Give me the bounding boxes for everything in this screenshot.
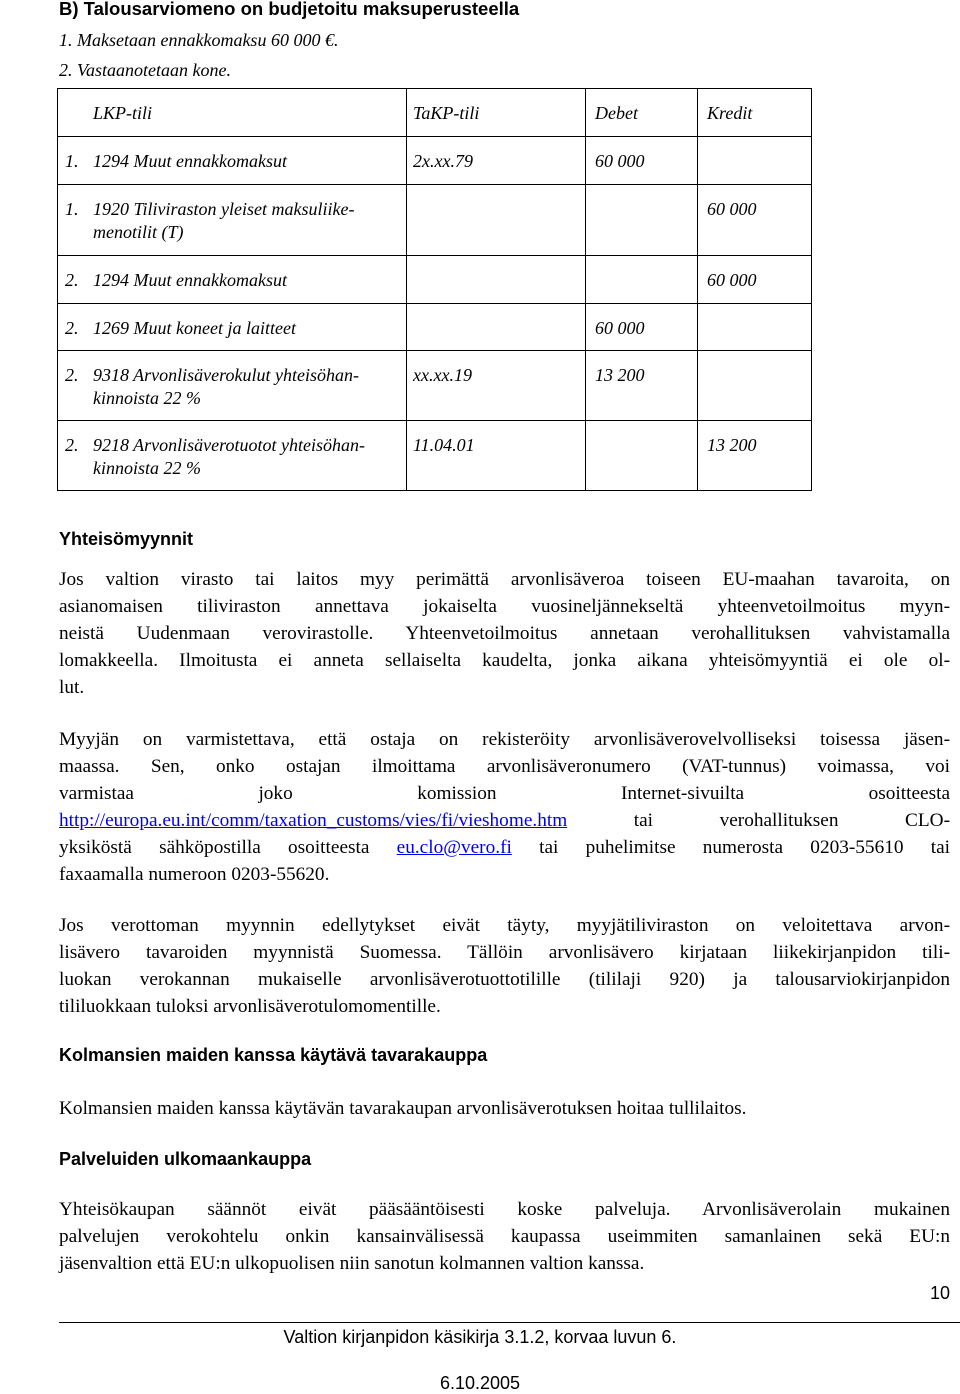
account-name: 1294 Muut ennakkomaksut: [93, 270, 287, 290]
step-2-text: 2. Vastaanotetaan kone.: [59, 60, 231, 80]
step-1-text: 1. Maksetaan ennakkomaksu 60 000 €.: [59, 30, 339, 50]
row-number: 2.: [65, 365, 79, 385]
account-name-cont: menotilit (T): [93, 222, 184, 242]
takp-account: 2x.xx.79: [413, 151, 473, 171]
header-kredit: Kredit: [707, 103, 753, 123]
yhteisomyynnit-paragraph-3: Jos verottoman myynnin edellytykset eivät täyty, myyjätiliviraston on veloitettava arvon- lisävero tavaroiden myynnistä Suomessa. Tällöin arvonlisävero kirjataan liikekirjanpidon tili- luokan verokannan mukaiselle arvonlisäverotuottotilille (tililaji 920) ja talousarviokirjanpidon tililuokkaan tuloksi arvonlisäverotulomomentille.: [59, 915, 950, 1017]
account-name: 1294 Muut ennakkomaksut: [93, 151, 287, 171]
footer-date: 6.10.2005: [439, 1373, 521, 1393]
page-number: 10: [929, 1283, 950, 1303]
kolmansien-heading: Kolmansien maiden kanssa käytävä tavarakauppa: [59, 1045, 488, 1065]
takp-account: xx.xx.19: [413, 365, 472, 385]
kredit-value: 60 000: [707, 199, 757, 219]
kredit-value: 13 200: [707, 435, 757, 455]
row-number: 1.: [65, 199, 79, 219]
debet-value: 60 000: [595, 151, 645, 171]
header-takp-tili: TaKP-tili: [413, 103, 480, 123]
header-lkp-tili: LKP-tili: [93, 103, 153, 123]
account-name: 9218 Arvonlisäverotuotot yhteisöhan-: [93, 435, 365, 455]
debet-value: 60 000: [595, 318, 645, 338]
europa-link[interactable]: http://europa.eu.int/comm/taxation_customs/vies/fi/vieshome.htm: [59, 810, 568, 831]
row-number: 2.: [65, 435, 79, 455]
account-name: 9318 Arvonlisäverokulut yhteisöhan-: [93, 365, 359, 385]
row-number: 2.: [65, 318, 79, 338]
header-debet: Debet: [595, 103, 638, 123]
yhteisomyynnit-heading: Yhteisömyynnit: [59, 529, 194, 549]
account-name: 1269 Muut koneet ja laitteet: [93, 318, 296, 338]
kredit-value: 60 000: [707, 270, 757, 290]
row-number: 2.: [65, 270, 79, 290]
account-name-cont: kinnoista 22 %: [93, 388, 201, 408]
account-name-cont: kinnoista 22 %: [93, 458, 201, 478]
footer-divider: [59, 1322, 960, 1323]
takp-account: 11.04.01: [413, 435, 475, 455]
footer-source: Valtion kirjanpidon käsikirja 3.1.2, korvaa luvun 6.: [283, 1327, 677, 1347]
palveluiden-heading: Palveluiden ulkomaankauppa: [59, 1149, 312, 1169]
row-number: 1.: [65, 151, 79, 171]
account-name: 1920 Tiliviraston yleiset maksuliike-: [93, 199, 355, 219]
debet-value: 13 200: [595, 365, 645, 385]
yhteisomyynnit-paragraph-2: Myyjän on varmistettava, että ostaja on rekisteröity arvonlisäverovelvolliseksi toisessa jäsen- maassa. Sen, onko ostajan ilmoittama arvonlisäveronumero (VAT-tunnus) voimassa, voi varmistaa joko komission Internet-sivuilta osoitteesta http://europa.eu.int/comm/taxation_customs/vies/fi/vieshome.htm tai verohallituksen CLO- yksiköstä sähköpostilla osoitteesta eu.clo@vero.fi tai puhelimitse numerosta 0203-55610 tai faxaamalla numeroon 0203-55620.: [59, 729, 950, 885]
section-b-heading: B) Talousarviomeno on budjetoitu maksuperusteella: [59, 0, 520, 19]
yhteisomyynnit-paragraph-1: Jos valtion virasto tai laitos myy perimättä arvonlisäveroa toiseen EU-maahan tavaroita, on asianomaisen tiliviraston annettava jokaiselta vuosineljännekseltä yhteenvetoilmoitus myyn- neistä Uudenmaan verovirastolle. Yhteenvetoilmoitus annetaan verohallituksen vahvistamalla lomakkeella. Ilmoitusta ei anneta sellaiselta kaudelta, jonka aikana yhteisömyyntiä ei ole ol- lut.: [59, 569, 950, 698]
palveluiden-paragraph: Yhteisökaupan säännöt eivät pääsääntöisesti koske palveluja. Arvonlisäverolain mukainen palvelujen verokohtelu onkin kansainvälisessä kaupassa useimmiten samanlainen sekä EU:n jäsenvaltion että EU:n ulkopuolisen niin sanotun kolmannen valtion kanssa.: [59, 1199, 950, 1274]
kolmansien-text: Kolmansien maiden kanssa käytävän tavarakaupan arvonlisäverotuksen hoitaa tullilaitos.: [59, 1098, 747, 1119]
email-link[interactable]: eu.clo@vero.fi: [396, 837, 512, 858]
